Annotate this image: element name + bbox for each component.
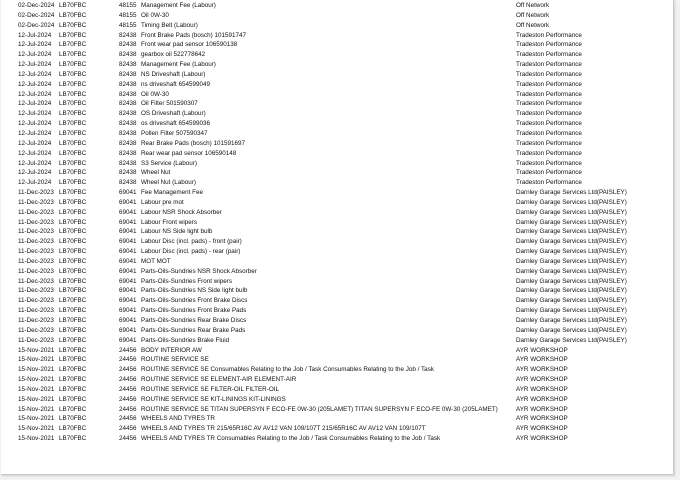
table-row [1, 119, 673, 129]
table-row [1, 208, 673, 218]
date-cell: 12-Jul-2024 [18, 100, 52, 108]
date-cell: 15-Nov-2021 [18, 346, 55, 354]
invoice-number-cell: 82438 [119, 159, 137, 167]
supplier-cell: Tradeston Performance [516, 149, 582, 157]
supplier-cell: AYR WORKSHOP [516, 395, 568, 403]
description-cell: Wheel Nut [141, 169, 171, 177]
description-cell: Wheel Nut (Labour) [141, 179, 196, 187]
registration-cell: LB70FBC [59, 2, 87, 9]
invoice-number-cell: 69041 [119, 218, 137, 226]
date-cell: 15-Nov-2021 [18, 435, 55, 443]
table-row [1, 434, 673, 444]
date-cell: 12-Jul-2024 [18, 51, 52, 59]
date-cell: 12-Jul-2024 [18, 90, 52, 98]
description-cell: Parts-Oils-Sundries NSR Shock Absorber [141, 267, 257, 275]
supplier-cell: AYR WORKSHOP [516, 356, 568, 364]
invoice-number-cell: 24456 [119, 425, 137, 433]
registration-cell: LB70FBC [59, 366, 87, 374]
date-cell: 11-Dec-2023 [18, 287, 54, 295]
registration-cell: LB70FBC [59, 277, 87, 285]
invoice-number-cell: 69041 [119, 208, 137, 216]
date-cell: 11-Dec-2023 [18, 238, 54, 246]
description-cell: Parts-Oils-Sundries Front Brake Pads [141, 307, 247, 315]
supplier-cell: Tradeston Performance [516, 51, 582, 59]
registration-cell: LB70FBC [59, 110, 87, 118]
date-cell: 15-Nov-2021 [18, 366, 55, 374]
registration-cell: LB70FBC [59, 248, 87, 256]
description-cell: S3 Service (Labour) [141, 159, 197, 167]
supplier-cell: Tradeston Performance [516, 110, 582, 118]
description-cell: Parts-Oils-Sundries Rear Brake Discs [141, 317, 247, 324]
table-row [1, 178, 673, 188]
table-row [1, 237, 673, 247]
description-cell: Parts-Oils-Sundries Brake Fluid [141, 336, 230, 344]
table-row [1, 326, 673, 336]
invoice-number-cell: 69041 [119, 317, 137, 324]
registration-cell: LB70FBC [59, 395, 87, 403]
table-row [1, 247, 673, 257]
registration-cell: LB70FBC [59, 11, 87, 19]
table-row [1, 60, 673, 70]
invoice-number-cell: 69041 [119, 277, 137, 285]
supplier-cell: AYR WORKSHOP [516, 405, 568, 413]
table-row [1, 149, 673, 159]
date-cell: 15-Nov-2021 [18, 425, 55, 433]
invoice-number-cell: 82438 [119, 129, 137, 137]
description-cell: Fee Management Fee [141, 189, 203, 197]
invoice-number-cell: 24456 [119, 385, 137, 393]
description-cell: OS Driveshaft (Labour) [141, 110, 206, 118]
supplier-cell: Darnley Garage Services Ltd(PAISLEY) [516, 189, 627, 197]
description-cell: ROUTINE SERVICE SE [141, 356, 209, 364]
supplier-cell: AYR WORKSHOP [516, 366, 568, 374]
registration-cell: LB70FBC [59, 51, 87, 59]
invoice-number-cell: 24456 [119, 366, 137, 374]
table-row [1, 414, 673, 424]
table-row [1, 277, 673, 287]
invoice-number-cell: 69041 [119, 228, 137, 236]
supplier-cell: Darnley Garage Services Ltd(PAISLEY) [516, 277, 627, 285]
invoice-number-cell: 24456 [119, 356, 137, 364]
registration-cell: LB70FBC [59, 129, 87, 137]
description-cell: Parts-Oils-Sundries Front Brake Discs [141, 297, 248, 305]
table-row [1, 346, 673, 356]
table-row [1, 405, 673, 415]
date-cell: 11-Dec-2023 [18, 218, 54, 226]
supplier-cell: Tradeston Performance [516, 80, 582, 88]
supplier-cell: Darnley Garage Services Ltd(PAISLEY) [516, 248, 627, 256]
table-row [1, 306, 673, 316]
supplier-cell: AYR WORKSHOP [516, 415, 568, 423]
supplier-cell: Off Network [516, 11, 550, 19]
date-cell: 12-Jul-2024 [18, 120, 52, 128]
invoice-number-cell: 69041 [119, 257, 137, 265]
description-cell: Rear Brake Pads (bosch) 101591697 [141, 139, 245, 147]
registration-cell: LB70FBC [59, 179, 87, 187]
table-row [1, 336, 673, 346]
supplier-cell: AYR WORKSHOP [516, 425, 568, 433]
registration-cell: LB70FBC [59, 228, 87, 236]
date-cell: 11-Dec-2023 [18, 198, 54, 206]
registration-cell: LB70FBC [59, 169, 87, 177]
date-cell: 02-Dec-2024 [18, 21, 55, 29]
table-row [1, 40, 673, 50]
date-cell: 12-Jul-2024 [18, 110, 52, 118]
table-row [1, 11, 673, 21]
date-cell: 02-Dec-2024 [18, 2, 55, 9]
registration-cell: LB70FBC [59, 70, 87, 78]
date-cell: 11-Dec-2023 [18, 277, 54, 285]
registration-cell: LB70FBC [59, 307, 87, 315]
table-row [1, 21, 673, 31]
date-cell: 12-Jul-2024 [18, 61, 52, 69]
description-cell: Timing Belt (Labour) [141, 21, 198, 29]
description-cell: Labour NSR Shock Absorber [141, 208, 222, 216]
invoice-number-cell: 24456 [119, 435, 137, 443]
description-cell: Parts-Oils-Sundries Front wipers [141, 277, 232, 285]
registration-cell: LB70FBC [59, 346, 87, 354]
supplier-cell: Off Network [516, 21, 550, 29]
registration-cell: LB70FBC [59, 90, 87, 98]
table-row [1, 159, 673, 169]
registration-cell: LB70FBC [59, 425, 87, 433]
date-cell: 11-Dec-2023 [18, 228, 54, 236]
table-row [1, 99, 673, 109]
invoice-number-cell: 82438 [119, 61, 137, 69]
supplier-cell: Darnley Garage Services Ltd(PAISLEY) [516, 326, 627, 334]
supplier-cell: Tradeston Performance [516, 31, 582, 39]
supplier-cell: Tradeston Performance [516, 179, 582, 187]
table-row [1, 168, 673, 178]
registration-cell: LB70FBC [59, 100, 87, 108]
supplier-cell: Off Network [516, 2, 550, 9]
registration-cell: LB70FBC [59, 61, 87, 69]
description-cell: WHEELS AND TYRES TR Consumables Relating to the Job / Task Consumables Relating to the Job / Task [141, 435, 441, 443]
service-history-table [1, 1, 673, 444]
date-cell: 12-Jul-2024 [18, 80, 52, 88]
description-cell: Parts-Oils-Sundries Rear Brake Pads [141, 326, 246, 334]
description-cell: Oil 0W-30 [141, 90, 169, 98]
supplier-cell: Darnley Garage Services Ltd(PAISLEY) [516, 317, 627, 324]
invoice-number-cell: 69041 [119, 336, 137, 344]
invoice-number-cell: 82438 [119, 80, 137, 88]
description-cell: Oil 0W-30 [141, 11, 169, 19]
date-cell: 12-Jul-2024 [18, 159, 52, 167]
registration-cell: LB70FBC [59, 297, 87, 305]
supplier-cell: Darnley Garage Services Ltd(PAISLEY) [516, 257, 627, 265]
date-cell: 12-Jul-2024 [18, 149, 52, 157]
date-cell: 12-Jul-2024 [18, 139, 52, 147]
description-cell: WHEELS AND TYRES TR 215/65R16C AV AV12 VAN 109/107T 215/65R16C AV AV12 VAN 109/107T [141, 425, 426, 433]
supplier-cell: AYR WORKSHOP [516, 376, 568, 384]
table-row [1, 218, 673, 228]
description-cell: Oil Filter 501590307 [141, 100, 198, 108]
invoice-number-cell: 69041 [119, 267, 137, 275]
invoice-number-cell: 82438 [119, 100, 137, 108]
description-cell: ROUTINE SERVICE SE FILTER-OIL FILTER-OIL [141, 385, 279, 393]
date-cell: 15-Nov-2021 [18, 376, 55, 384]
registration-cell: LB70FBC [59, 415, 87, 423]
registration-cell: LB70FBC [59, 267, 87, 275]
registration-cell: LB70FBC [59, 356, 87, 364]
invoice-number-cell: 69041 [119, 297, 137, 305]
table-row [1, 1, 673, 11]
date-cell: 15-Nov-2021 [18, 385, 55, 393]
description-cell: Labour Disc (incl. pads) - front (pair) [141, 238, 242, 246]
invoice-number-cell: 69041 [119, 307, 137, 315]
table-row [1, 109, 673, 119]
invoice-number-cell: 82438 [119, 139, 137, 147]
invoice-number-cell: 82438 [119, 51, 137, 59]
supplier-cell: Tradeston Performance [516, 61, 582, 69]
date-cell: 11-Dec-2023 [18, 307, 54, 315]
invoice-number-cell: 24456 [119, 405, 137, 413]
date-cell: 11-Dec-2023 [18, 208, 54, 216]
table-row [1, 198, 673, 208]
supplier-cell: Darnley Garage Services Ltd(PAISLEY) [516, 228, 627, 236]
date-cell: 15-Nov-2021 [18, 395, 55, 403]
date-cell: 11-Dec-2023 [18, 248, 54, 256]
invoice-number-cell: 82438 [119, 90, 137, 98]
description-cell: Management Fee (Labour) [141, 61, 216, 69]
invoice-number-cell: 69041 [119, 189, 137, 197]
registration-cell: LB70FBC [59, 435, 87, 443]
date-cell: 02-Dec-2024 [18, 11, 55, 19]
table-row [1, 365, 673, 375]
description-cell: ns driveshaft 654599049 [141, 80, 210, 88]
invoice-number-cell: 24456 [119, 395, 137, 403]
description-cell: Front wear pad sensor 106590138 [141, 41, 238, 49]
invoice-number-cell: 48155 [119, 11, 137, 19]
supplier-cell: Tradeston Performance [516, 159, 582, 167]
registration-cell: LB70FBC [59, 120, 87, 128]
registration-cell: LB70FBC [59, 139, 87, 147]
registration-cell: LB70FBC [59, 326, 87, 334]
registration-cell: LB70FBC [59, 385, 87, 393]
supplier-cell: Tradeston Performance [516, 90, 582, 98]
date-cell: 12-Jul-2024 [18, 31, 52, 39]
document-page [1, 0, 674, 475]
description-cell: BODY INTERIOR AW [141, 346, 202, 354]
date-cell: 12-Jul-2024 [18, 179, 52, 187]
description-cell: ROUTINE SERVICE SE TITAN SUPERSYN F ECO-FE 0W-30 (205LAMET) TITAN SUPERSYN F ECO-FE 0W-30 (205LAMET) [141, 405, 498, 413]
invoice-number-cell: 82438 [119, 179, 137, 187]
supplier-cell: AYR WORKSHOP [516, 435, 568, 443]
table-row [1, 385, 673, 395]
description-cell: Pollen Filter 507590347 [141, 129, 208, 137]
date-cell: 11-Dec-2023 [18, 189, 54, 197]
table-row [1, 316, 673, 326]
registration-cell: LB70FBC [59, 41, 87, 49]
invoice-number-cell: 24456 [119, 415, 137, 423]
description-cell: ROUTINE SERVICE SE KIT-LININGS KIT-LININGS [141, 395, 286, 403]
invoice-number-cell: 69041 [119, 287, 137, 295]
invoice-number-cell: 69041 [119, 248, 137, 256]
table-row [1, 31, 673, 41]
supplier-cell: Darnley Garage Services Ltd(PAISLEY) [516, 267, 627, 275]
date-cell: 12-Jul-2024 [18, 129, 52, 137]
date-cell: 11-Dec-2023 [18, 267, 54, 275]
registration-cell: LB70FBC [59, 287, 87, 295]
description-cell: MOT MOT [141, 257, 171, 265]
registration-cell: LB70FBC [59, 238, 87, 246]
invoice-number-cell: 82438 [119, 70, 137, 78]
date-cell: 11-Dec-2023 [18, 336, 54, 344]
date-cell: 11-Dec-2023 [18, 317, 54, 324]
table-row [1, 395, 673, 405]
date-cell: 11-Dec-2023 [18, 257, 54, 265]
supplier-cell: Darnley Garage Services Ltd(PAISLEY) [516, 238, 627, 246]
registration-cell: LB70FBC [59, 208, 87, 216]
table-row [1, 129, 673, 139]
invoice-number-cell: 82438 [119, 120, 137, 128]
registration-cell: LB70FBC [59, 31, 87, 39]
table-row [1, 80, 673, 90]
description-cell: Front Brake Pads (bosch) 101591747 [141, 31, 247, 39]
supplier-cell: Tradeston Performance [516, 139, 582, 147]
date-cell: 12-Jul-2024 [18, 70, 52, 78]
description-cell: ROUTINE SERVICE SE Consumables Relating to the Job / Task Consumables Relating to the Job / Task [141, 366, 434, 374]
registration-cell: LB70FBC [59, 376, 87, 384]
date-cell: 12-Jul-2024 [18, 169, 52, 177]
table-row [1, 90, 673, 100]
date-cell: 15-Nov-2021 [18, 405, 55, 413]
date-cell: 11-Dec-2023 [18, 326, 54, 334]
invoice-number-cell: 24456 [119, 346, 137, 354]
description-cell: Labour Front wipers [141, 218, 197, 226]
supplier-cell: Darnley Garage Services Ltd(PAISLEY) [516, 208, 627, 216]
supplier-cell: Darnley Garage Services Ltd(PAISLEY) [516, 307, 627, 315]
invoice-number-cell: 69041 [119, 238, 137, 246]
supplier-cell: Darnley Garage Services Ltd(PAISLEY) [516, 287, 627, 295]
registration-cell: LB70FBC [59, 149, 87, 157]
registration-cell: LB70FBC [59, 159, 87, 167]
registration-cell: LB70FBC [59, 189, 87, 197]
supplier-cell: Tradeston Performance [516, 169, 582, 177]
table-row [1, 375, 673, 385]
table-row [1, 424, 673, 434]
supplier-cell: Tradeston Performance [516, 129, 582, 137]
table-row [1, 139, 673, 149]
date-cell: 12-Jul-2024 [18, 41, 52, 49]
invoice-number-cell: 82438 [119, 31, 137, 39]
table-row [1, 257, 673, 267]
invoice-number-cell: 82438 [119, 41, 137, 49]
invoice-number-cell: 82438 [119, 169, 137, 177]
table-row [1, 188, 673, 198]
supplier-cell: Tradeston Performance [516, 100, 582, 108]
supplier-cell: Darnley Garage Services Ltd(PAISLEY) [516, 297, 627, 305]
description-cell: Labour NS Side light bulb [141, 228, 213, 236]
registration-cell: LB70FBC [59, 21, 87, 29]
registration-cell: LB70FBC [59, 218, 87, 226]
supplier-cell: Darnley Garage Services Ltd(PAISLEY) [516, 336, 627, 344]
description-cell: Labour pre mot [141, 198, 184, 206]
registration-cell: LB70FBC [59, 405, 87, 413]
invoice-number-cell: 48155 [119, 21, 137, 29]
date-cell: 15-Nov-2021 [18, 356, 55, 364]
table-row [1, 267, 673, 277]
date-cell: 15-Nov-2021 [18, 415, 55, 423]
table-row [1, 296, 673, 306]
table-row [1, 50, 673, 60]
description-cell: WHEELS AND TYRES TR [141, 415, 215, 423]
description-cell: ROUTINE SERVICE SE ELEMENT-AIR ELEMENT-AIR [141, 376, 297, 384]
invoice-number-cell: 24456 [119, 376, 137, 384]
registration-cell: LB70FBC [59, 80, 87, 88]
supplier-cell: Tradeston Performance [516, 70, 582, 78]
registration-cell: LB70FBC [59, 257, 87, 265]
date-cell: 11-Dec-2023 [18, 297, 54, 305]
invoice-number-cell: 82438 [119, 110, 137, 118]
description-cell: os driveshaft 654599036 [141, 120, 210, 128]
registration-cell: LB70FBC [59, 317, 87, 324]
invoice-number-cell: 82438 [119, 149, 137, 157]
table-row [1, 227, 673, 237]
description-cell: Labour Disc (incl. pads) - rear (pair) [141, 248, 241, 256]
supplier-cell: Darnley Garage Services Ltd(PAISLEY) [516, 218, 627, 226]
description-cell: Rear wear pad sensor 106590148 [141, 149, 237, 157]
invoice-number-cell: 69041 [119, 198, 137, 206]
supplier-cell: Darnley Garage Services Ltd(PAISLEY) [516, 198, 627, 206]
description-cell: NS Driveshaft (Labour) [141, 70, 206, 78]
registration-cell: LB70FBC [59, 336, 87, 344]
description-cell: Parts-Oils-Sundries NS Side light bulb [141, 287, 248, 295]
supplier-cell: Tradeston Performance [516, 41, 582, 49]
supplier-cell: AYR WORKSHOP [516, 385, 568, 393]
table-row [1, 286, 673, 296]
supplier-cell: Tradeston Performance [516, 120, 582, 128]
table-row [1, 70, 673, 80]
registration-cell: LB70FBC [59, 198, 87, 206]
invoice-number-cell: 69041 [119, 326, 137, 334]
description-cell: Management Fee (Labour) [141, 2, 216, 9]
description-cell: gearbox oil 522778642 [141, 51, 206, 59]
invoice-number-cell: 48155 [119, 2, 137, 9]
supplier-cell: AYR WORKSHOP [516, 346, 568, 354]
table-row [1, 355, 673, 365]
